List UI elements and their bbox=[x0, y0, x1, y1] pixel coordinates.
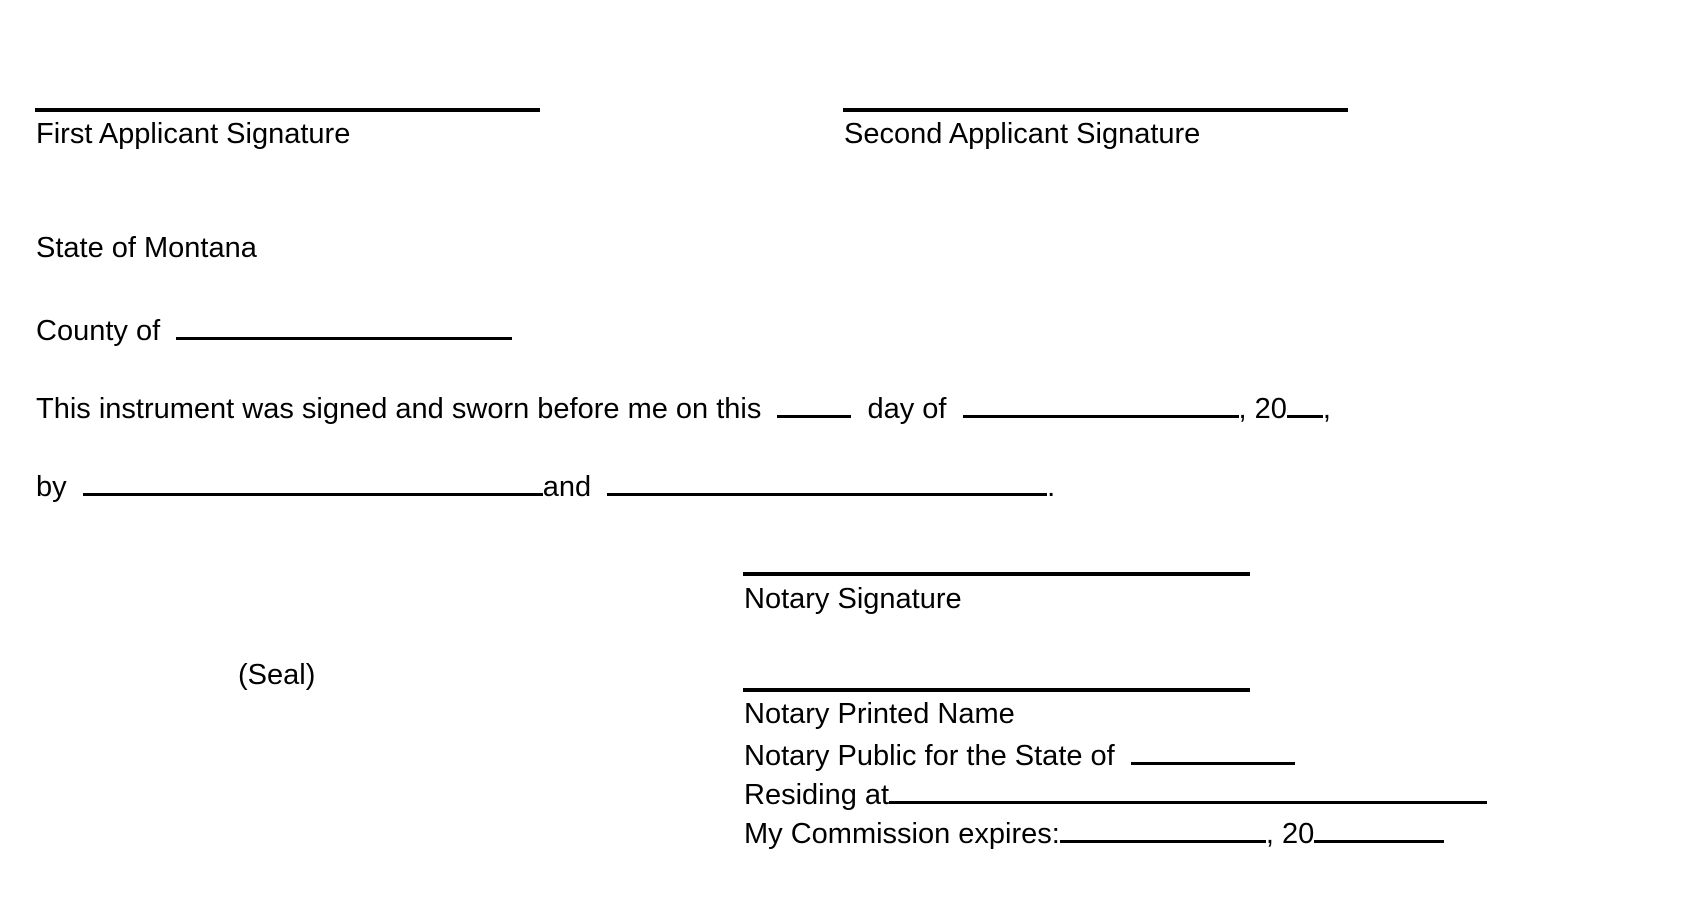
first-applicant-signature-line[interactable] bbox=[35, 108, 540, 112]
county-row bbox=[36, 313, 512, 346]
by-label: by bbox=[36, 471, 67, 503]
attestation-text: This instrument was signed and sworn before me on this bbox=[36, 393, 762, 425]
month-field[interactable] bbox=[963, 391, 1239, 418]
signers-row bbox=[36, 469, 1055, 502]
commission-year-field[interactable] bbox=[1314, 816, 1444, 843]
first-applicant-signature-label: First Applicant Signature bbox=[36, 118, 351, 150]
residing-field[interactable] bbox=[889, 777, 1487, 804]
notary-state-label: Notary Public for the State of bbox=[744, 740, 1115, 772]
residing-label: Residing at bbox=[744, 779, 890, 811]
signer-one-field[interactable] bbox=[83, 469, 543, 496]
notary-state-row bbox=[744, 738, 1295, 771]
signer-two-field[interactable] bbox=[607, 469, 1047, 496]
year-prefix: , 20 bbox=[1238, 393, 1287, 425]
notary-state-field[interactable] bbox=[1131, 738, 1295, 765]
notary-printed-name-label: Notary Printed Name bbox=[744, 698, 1015, 730]
notary-printed-name-line[interactable] bbox=[743, 688, 1250, 692]
commission-label: My Commission expires: bbox=[744, 818, 1060, 850]
commission-date-field[interactable] bbox=[1060, 816, 1266, 843]
comma: , bbox=[1322, 393, 1331, 425]
commission-row bbox=[744, 816, 1444, 849]
second-applicant-signature-line[interactable] bbox=[843, 108, 1348, 112]
residing-row bbox=[744, 777, 1487, 810]
county-field[interactable] bbox=[176, 313, 512, 340]
notary-signature-label: Notary Signature bbox=[744, 583, 962, 615]
notary-signature-line[interactable] bbox=[743, 572, 1250, 576]
commission-year-prefix: , 20 bbox=[1265, 818, 1315, 850]
and-label: and bbox=[542, 471, 592, 503]
county-label: County of bbox=[36, 315, 161, 347]
attestation-row bbox=[36, 391, 1331, 424]
second-applicant-signature-label: Second Applicant Signature bbox=[844, 118, 1201, 150]
state-line: State of Montana bbox=[36, 232, 257, 264]
seal-label: (Seal) bbox=[238, 659, 316, 691]
day-field[interactable] bbox=[777, 391, 851, 418]
year-field[interactable] bbox=[1287, 391, 1323, 418]
period: . bbox=[1047, 471, 1056, 503]
day-of-label: day of bbox=[867, 393, 947, 425]
